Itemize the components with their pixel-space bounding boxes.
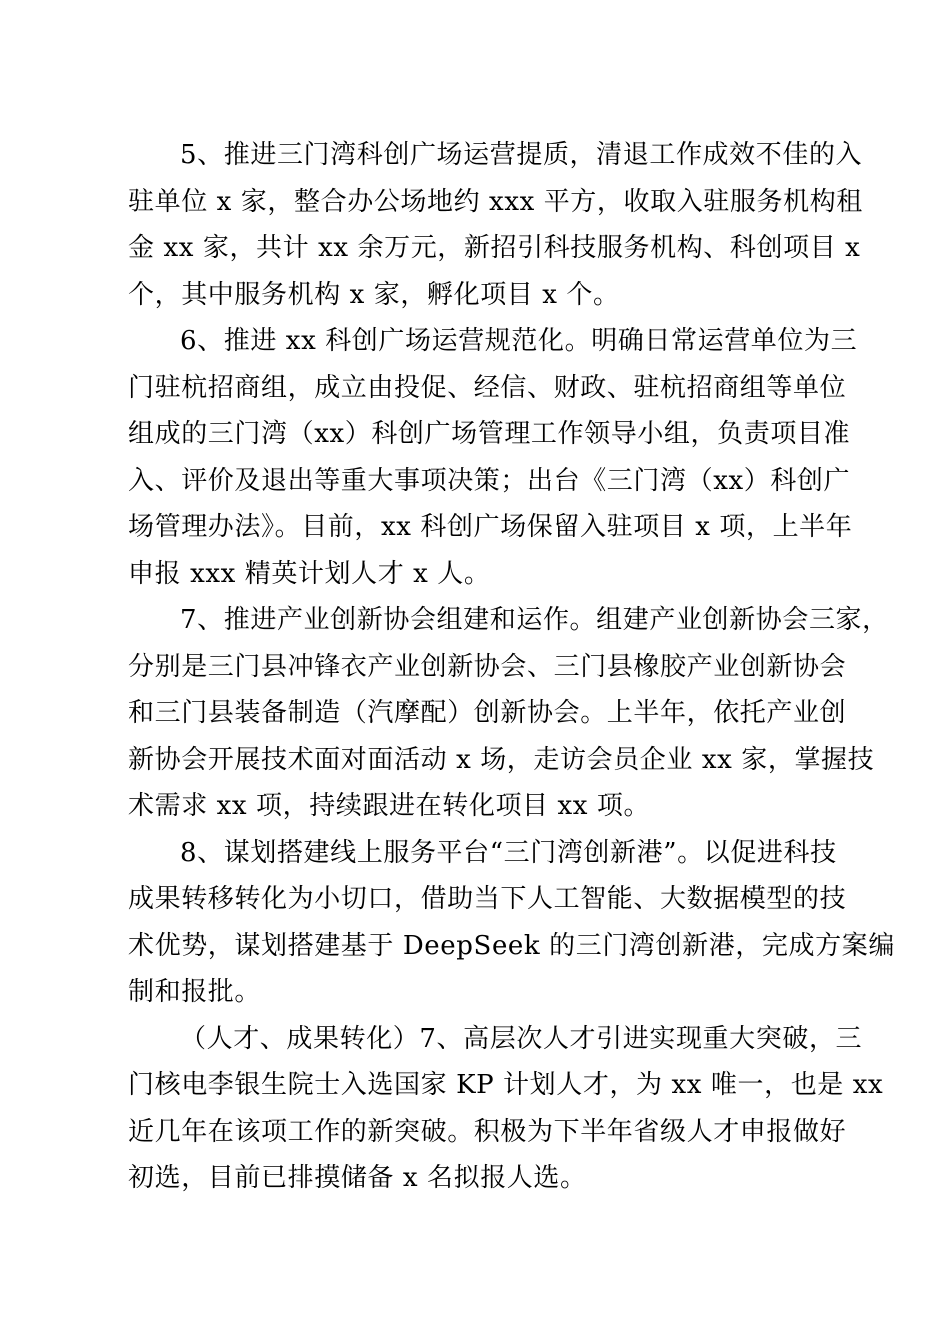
paragraph-item-talent xyxy=(128,1016,884,1202)
text-line: 分别是三门县冲锋衣产业创新协会、三门县橡胶产业创新协会 xyxy=(128,651,847,682)
text-line: 8、谋划搭建线上服务平台“三门湾创新港”。以促进科技 xyxy=(180,837,837,868)
paragraph-item-5 xyxy=(128,132,863,318)
text-line: 和三门县装备制造（汽摩配）创新协会。上半年，依托产业创 xyxy=(128,698,847,728)
paragraph-item-6 xyxy=(128,318,858,597)
text-line: 金 xx 家，共计 xx 余万元，新招引科技服务机构、科创项目 x xyxy=(128,233,861,263)
text-line: 驻单位 x 家，整合办公场地约 xxx 平方，收取入驻服务机构租 xyxy=(128,186,863,217)
text-line: 组成的三门湾（xx）科创广场管理工作领导小组，负责项目准 xyxy=(128,419,851,449)
text-line: 场管理办法》。目前，xx 科创广场保留入驻项目 x 项，上半年 xyxy=(128,512,853,542)
text-line: 新协会开展技术面对面活动 x 场，走访会员企业 xx 家，掌握技 xyxy=(128,744,875,775)
text-line: 成果转移转化为小切口，借助当下人工智能、大数据模型的技 xyxy=(128,884,847,914)
text-line: 初选，目前已排摸储备 x 名拟报人选。 xyxy=(128,1163,587,1193)
paragraph-item-8 xyxy=(128,830,895,1016)
text-line: 门驻杭招商组，成立由投促、经信、财政、驻杭招商组等单位 xyxy=(128,372,847,403)
text-line: 术需求 xx 项，持续跟进在转化项目 xx 项。 xyxy=(128,791,651,821)
text-line: 制和报批。 xyxy=(128,977,262,1007)
text-line: 个，其中服务机构 x 家，孵化项目 x 个。 xyxy=(128,279,620,310)
text-line: 申报 xxx 精英计划人才 x 人。 xyxy=(128,558,491,589)
text-line: 入、评价及退出等重大事项决策；出台《三门湾（xx）科创广 xyxy=(128,465,851,496)
text-line: （人才、成果转化）7、高层次人才引进实现重大突破，三 xyxy=(180,1023,863,1054)
text-line: 术优势，谋划搭建基于 DeepSeek 的三门湾创新港，完成方案编 xyxy=(128,930,895,961)
text-line: 7、推进产业创新协会组建和运作。组建产业创新协会三家， xyxy=(180,605,889,635)
text-line: 6、推进 xx 科创广场运营规范化。明确日常运营单位为三 xyxy=(180,326,858,356)
text-line: 门核电李银生院士入选国家 KP 计划人才，为 xx 唯一，也是 xx xyxy=(128,1070,884,1100)
paragraph-item-7 xyxy=(128,597,889,830)
text-line: 5、推进三门湾科创广场运营提质，清退工作成效不佳的入 xyxy=(180,140,863,170)
text-line: 近几年在该项工作的新突破。积极为下半年省级人才申报做好 xyxy=(128,1116,847,1147)
